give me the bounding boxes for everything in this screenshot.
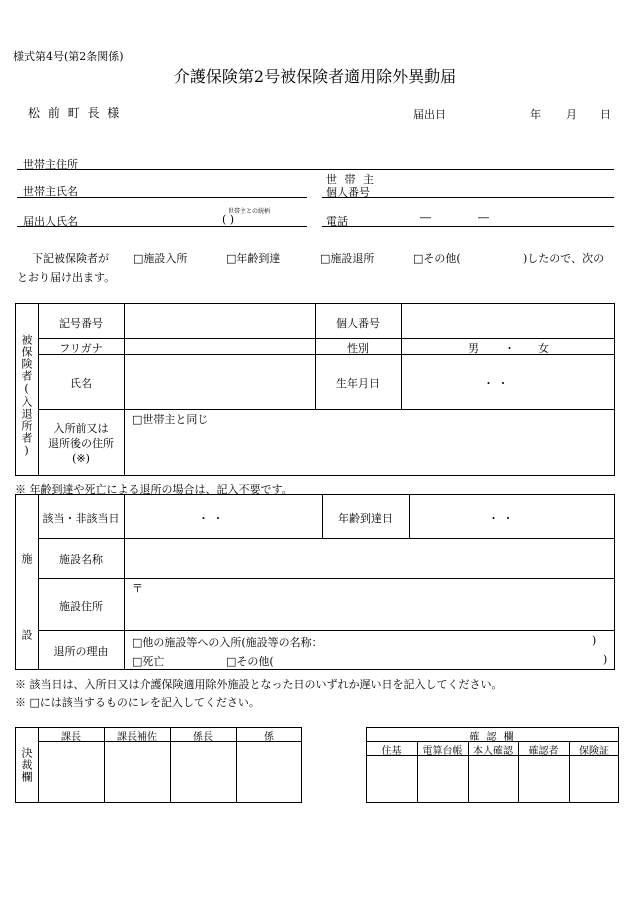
relation-note: 世帯主との続柄 [228, 208, 271, 215]
statement-start: 下記被保険者が [32, 252, 109, 265]
phone-underline [322, 226, 614, 227]
my-number-field[interactable] [402, 304, 614, 337]
gender-separator: ・ [504, 342, 515, 355]
record-number-field[interactable] [125, 304, 314, 337]
note-applicable-date: ※ 該当日は、入所日又は介護保険適用除外施設となった日のいずれか遅い日を記入してください。 [15, 678, 503, 691]
phone-dash-2: ― [478, 211, 489, 224]
gender-male[interactable]: 男 [468, 342, 479, 355]
reason-other[interactable]: □その他( [226, 655, 274, 668]
approval-side-label: 決裁欄 [20, 747, 33, 783]
applicable-date-dots[interactable]: ・ ・ [198, 512, 224, 525]
gender-label: 性別 [347, 342, 369, 355]
approval-col-staff: 係 [264, 732, 274, 743]
submitter-name-label: 届出人氏名 [23, 215, 78, 228]
head-mynumber-label-2: 個人番号 [326, 186, 370, 199]
check-col-computer-ledger: 電算台帳 [422, 746, 463, 757]
head-mynumber-label-1: 世 帯 主 [326, 173, 376, 186]
submitter-underline [17, 226, 307, 227]
approval-col-section-chief: 課長 [61, 732, 81, 743]
address-label-line-2: 退所後の住所 [48, 437, 114, 450]
form-number: 様式第4号(第2条関係) [13, 50, 124, 63]
age-reached-date-label: 年齢到達日 [338, 512, 393, 525]
reason-other-facility[interactable]: □他の施設等への入所(施設等の名称： [132, 636, 323, 649]
form-title: 介護保険第2号被保険者適用除外異動届 [173, 67, 457, 86]
discharge-reason-label: 退所の理由 [53, 645, 109, 658]
address-label-line-3: (※) [72, 452, 90, 465]
birthdate-dots[interactable]: ・ ・ [483, 377, 509, 390]
date-day: 日 [600, 108, 611, 121]
option-other[interactable]: □その他( [413, 252, 461, 265]
check-col-identity-check: 本人確認 [473, 746, 513, 757]
name-label: 氏名 [70, 377, 92, 390]
facility-side-label: 施 設 [20, 553, 33, 666]
date-month: 月 [566, 108, 577, 121]
date-year: 年 [530, 108, 541, 121]
age-reached-date-dots[interactable]: ・ ・ [488, 512, 514, 525]
applicable-date-label: 該当・非該当日 [42, 512, 120, 525]
record-number-label: 記号番号 [59, 317, 103, 330]
check-col-insurance-card: 保険証 [579, 746, 609, 757]
approval-col-deputy-chief: 課長補佐 [117, 732, 157, 743]
reason-other-close: ) [603, 653, 608, 666]
address-underline [17, 169, 614, 170]
address-label [38, 421, 124, 466]
facility-address-label: 施設住所 [59, 600, 103, 613]
household-head-name-label: 世帯主氏名 [23, 185, 78, 198]
date-label: 届出日 [413, 108, 446, 121]
address-label-line-1: 入所前又は [53, 422, 109, 435]
phone-dash-1: ― [420, 211, 431, 224]
facility-name-label: 施設名称 [59, 553, 103, 566]
statement-line-2: とおり届け出ます。 [17, 271, 116, 284]
postal-mark: 〒 [132, 582, 143, 595]
option-facility-discharge[interactable]: □施設退所 [320, 252, 375, 265]
birthdate-label: 生年月日 [336, 377, 380, 390]
furigana-field[interactable] [125, 339, 314, 353]
my-number-label: 個人番号 [336, 317, 380, 330]
approval-col-subsection-chief: 係長 [193, 732, 213, 743]
name-field[interactable] [125, 355, 314, 408]
check-col-checker: 確認者 [528, 746, 559, 757]
option-facility-admission[interactable]: □施設入所 [133, 252, 188, 265]
check-col-resident-registry: 住基 [381, 746, 402, 757]
addressee: 松 前 町 長 様 [28, 106, 122, 120]
name-underline [17, 197, 307, 198]
option-age-reached[interactable]: □年齢到達 [226, 252, 281, 265]
gender-female[interactable]: 女 [538, 342, 549, 355]
note-checkbox: ※ □には該当するものにレを記入してください。 [15, 696, 260, 709]
mynumber-underline [322, 197, 614, 198]
furigana-label: フリガナ [59, 342, 103, 355]
statement-end: )したので、次の [523, 252, 605, 265]
facility-name-field[interactable] [125, 539, 614, 577]
check-title: 確 認 欄 [469, 732, 516, 743]
phone-label: 電話 [326, 215, 348, 228]
reason-other-facility-close: ) [592, 634, 597, 647]
relation-paren: ( ) [222, 213, 235, 226]
insured-side-label: 被保険者(入退所者) [20, 334, 33, 458]
same-as-head-checkbox[interactable]: □世帯主と同じ [132, 413, 209, 426]
reason-death[interactable]: □死亡 [132, 655, 165, 668]
note-age-death: ※ 年齢到達や死亡による退所の場合は、記入不要です。 [15, 483, 293, 496]
household-head-address-label: 世帯主住所 [23, 158, 78, 171]
